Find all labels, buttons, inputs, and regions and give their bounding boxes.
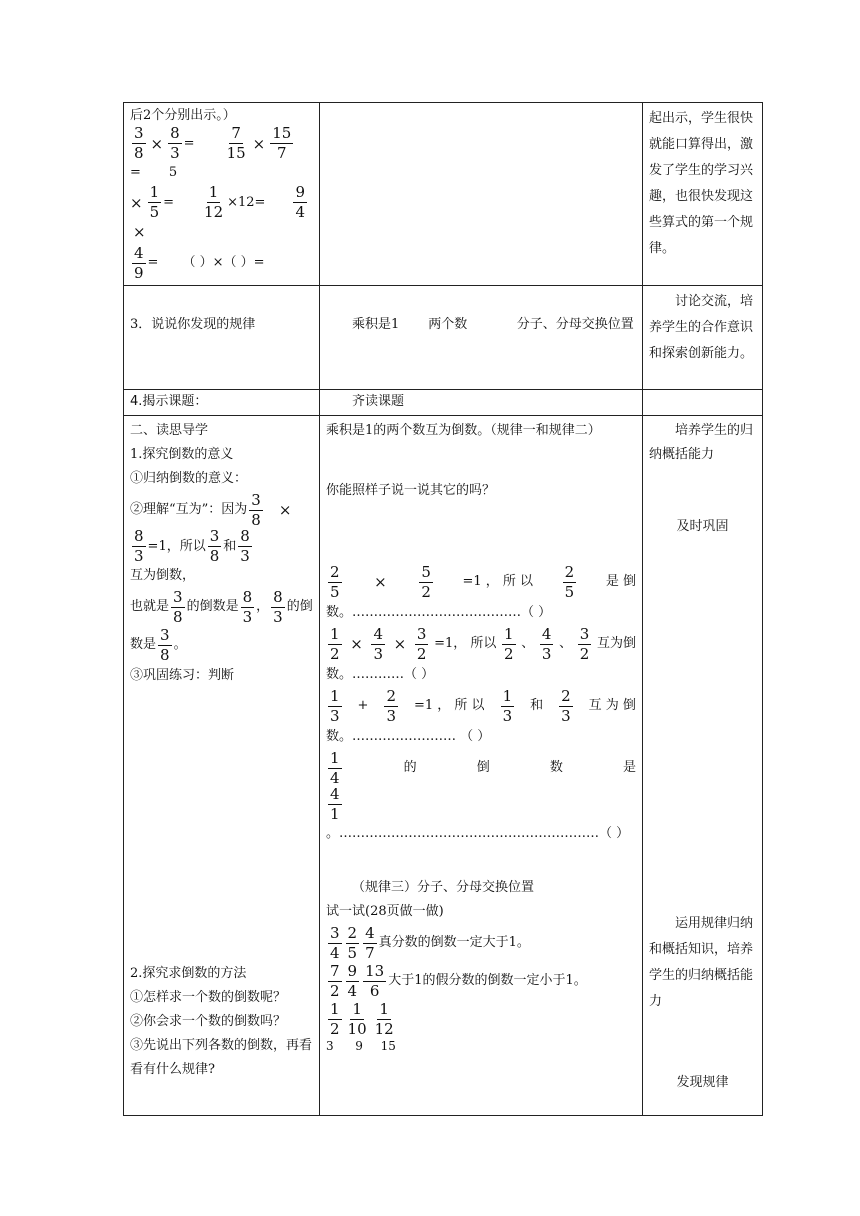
cell-activity [124, 416, 320, 1116]
cell-intent [643, 416, 763, 1116]
cell-student [320, 390, 643, 416]
text: 大于1的假分数的倒数一定小于1。 [388, 973, 587, 988]
intro-text: 后2个分别出示。） [130, 108, 236, 123]
intent-text: 及时巩固 [676, 519, 729, 534]
equals: = [163, 194, 175, 210]
equation-row [130, 244, 313, 282]
fraction: $\frac{3}{8}$ [173, 587, 183, 626]
judge-answer: 。……………………………………………………（ ） [326, 826, 630, 841]
subsection-heading: 1.探究倒数的意义 [130, 447, 234, 462]
number: 3 [326, 1039, 334, 1053]
cell-intent [643, 390, 763, 416]
proper-fractions: $\frac{3}{4}$ $\frac{2}{5}$ $\frac{4}{7}$ 真分数的倒数一定大于1。 [330, 923, 530, 962]
text: 互为倒数， [130, 568, 196, 583]
equals: = [147, 255, 159, 270]
table-row [124, 416, 763, 1116]
judge-item-3: $\frac{1}{3}$ + $\frac{2}{3}$ =1 ， 所 以 $\frac{1}{3}$ 和 $\frac{2}{3}$ 互 为 倒 [330, 686, 636, 725]
fraction: $\frac{3}{8}$ [160, 625, 170, 664]
text: 的倒数是 [186, 599, 239, 614]
fraction: $\frac{7}{15}$ [226, 124, 246, 162]
text: 和 [223, 538, 237, 554]
fraction: $\frac{8}{3}$ [242, 587, 253, 626]
intent-text: 运用规律归纳和概括知识，培养学生的归纳概括能力 [649, 916, 754, 1009]
times-sign: × [130, 193, 143, 212]
judge-item-2: $\frac{1}{2}$ × $\frac{4}{3}$ × $\frac{3}{2}$ =1， 所以 $\frac{1}{2}$ 、 $\frac{4}{3}$ 、 $\frac{3}{2}$ 互为倒 [330, 624, 636, 663]
equals: = [183, 135, 195, 151]
fraction: $\frac{1}{5}$ [149, 183, 160, 221]
judge-item-1: $\frac{2}{5}$ × $\frac{5}{2}$ =1 ， 所 以 $\frac{2}{5}$ 是 倒 [330, 562, 636, 601]
number: 9 [355, 1039, 363, 1053]
intent-text: 培养学生的归纳概括能力 [649, 423, 754, 462]
list-item: ③先说出下列各数的倒数，再看看有什么规律? [130, 1038, 313, 1077]
plus-sign: + [357, 698, 369, 713]
intent-text: 讨论交流，培养学生的合作意识和探索创新能力。 [649, 294, 754, 361]
text: ， [256, 599, 270, 614]
list-item: ②理解“互为”：因为 $\frac{3}{8}$ × [130, 490, 292, 529]
text: 。 [173, 637, 187, 652]
text: =1 ， 所 以 [462, 574, 534, 589]
step-label: 3．说说你发现的规律 [130, 317, 256, 332]
table-row [124, 390, 763, 416]
judge-item-4-answer: $\frac{4}{1}$ 。……………………………………………………（ ） [326, 787, 636, 846]
subsection-heading: 2.探究求倒数的方法 [130, 966, 247, 981]
fraction: $\frac{1}{12}$ [204, 183, 224, 221]
cell-activity [124, 103, 320, 286]
text: 是 [622, 760, 636, 775]
section-heading: 二、读思导学 [130, 423, 209, 438]
lesson-table [123, 102, 763, 1116]
list-item: ①怎样求一个数的倒数呢？ [130, 990, 287, 1005]
prompt-text: 你能照样子说一说其它的吗？ [326, 483, 496, 498]
list-item: ①归纳倒数的意义： [130, 471, 248, 486]
text: ②理解“互为”：因为 [130, 502, 248, 517]
list-item [130, 588, 313, 626]
text: 互 为 倒 [588, 698, 636, 713]
judge-answer: 数。…………（ ） [326, 667, 435, 682]
equation-row: $\frac{3}{8}$ × $\frac{8}{3}$ = $\frac{7}{15}$ × $\frac{15}{7}$ = 5 [130, 126, 313, 185]
cell-student [320, 416, 643, 1116]
fraction: $\frac{3}{8}$ [251, 490, 261, 529]
fraction: $\frac{15}{7}$ [272, 124, 292, 162]
cell-student [320, 103, 643, 286]
cell-intent [643, 103, 763, 286]
fraction: $\frac{8}{3}$ [134, 527, 144, 565]
list-item [130, 626, 313, 664]
number: 15 [380, 1039, 396, 1053]
text: 的倒 [286, 599, 313, 614]
text: 互为倒 [596, 636, 636, 651]
text: 真分数的倒数一定大于1。 [378, 935, 530, 950]
rule-three: （规律三）分子、分母交换位置 [352, 880, 535, 895]
text: 是 倒 [605, 574, 636, 589]
section-title: 4.揭示课题： [130, 394, 208, 409]
intent-text: 起出示，学生很快就能口算得出，激发了学生的学习兴趣，也很快发现这些算式的第一个规律。 [649, 111, 754, 256]
rule-text: 乘积是1 两个数 分子、分母交换位置 [352, 317, 634, 332]
text: 也就是 [130, 599, 170, 614]
number: 5 [168, 165, 178, 180]
text: 的 [403, 760, 417, 775]
equals: = [130, 165, 141, 180]
improper-fractions: $\frac{7}{2}$ $\frac{9}{4}$ $\frac{13}{6}$ 大于1的假分数的倒数一定小于1。 [330, 961, 587, 1000]
unit-fractions: $\frac{1}{2}$ $\frac{1}{10}$ $\frac{1}{12}$ [330, 999, 394, 1038]
fraction: $\frac{8}{3}$ [240, 527, 250, 565]
text: 、 [559, 636, 573, 651]
judge-item-4: $\frac{1}{4}$ 的 倒 数 是 [330, 748, 636, 787]
text: =1 ， 所 以 [414, 698, 485, 713]
text: =1， 所以 [434, 636, 497, 651]
fraction: $\frac{8}{3}$ [170, 124, 180, 162]
list-item: ②你会求一个数的倒数吗？ [130, 1014, 287, 1029]
text: =1，所以 [147, 538, 206, 554]
text: 、 [521, 636, 535, 651]
fraction: $\frac{8}{3}$ [273, 587, 283, 626]
text: 和 [530, 698, 544, 713]
fraction: $\frac{3}{8}$ [134, 124, 144, 162]
table-row [124, 103, 763, 286]
text: 数 [549, 760, 563, 775]
equals: ×12= [227, 194, 266, 210]
text: 倒 [476, 760, 490, 775]
fraction: $\frac{4}{9}$ [134, 243, 144, 282]
read-title: 齐读课题 [352, 394, 405, 409]
cell-student [320, 286, 643, 390]
intent-text: 发现规律 [676, 1075, 729, 1090]
definition-text: 乘积是1的两个数互为倒数。（规律一和规律二） [326, 423, 601, 438]
equation-row: × $\frac{1}{5}$ = $\frac{1}{12}$ ×12= $\frac{9}{4}$ × [130, 183, 305, 241]
list-item [130, 529, 313, 588]
cell-intent [643, 286, 763, 390]
fraction: $\frac{3}{8}$ [209, 527, 220, 565]
try-text: 试一试(28页做一做) [326, 904, 444, 919]
blank-expression: （ ）×（ ）= [182, 255, 265, 270]
judge-answer: 数。…………………… （ ） [326, 729, 491, 744]
table-row [124, 286, 763, 390]
cell-activity [124, 390, 320, 416]
numbers-row [326, 1038, 636, 1054]
fraction: $\frac{9}{4}$ [295, 183, 305, 221]
text: 数是 [130, 637, 157, 652]
cell-activity [124, 286, 320, 390]
list-item: ③巩固练习：判断 [130, 668, 235, 683]
judge-answer: 数。…………………………………（ ） [326, 605, 552, 620]
